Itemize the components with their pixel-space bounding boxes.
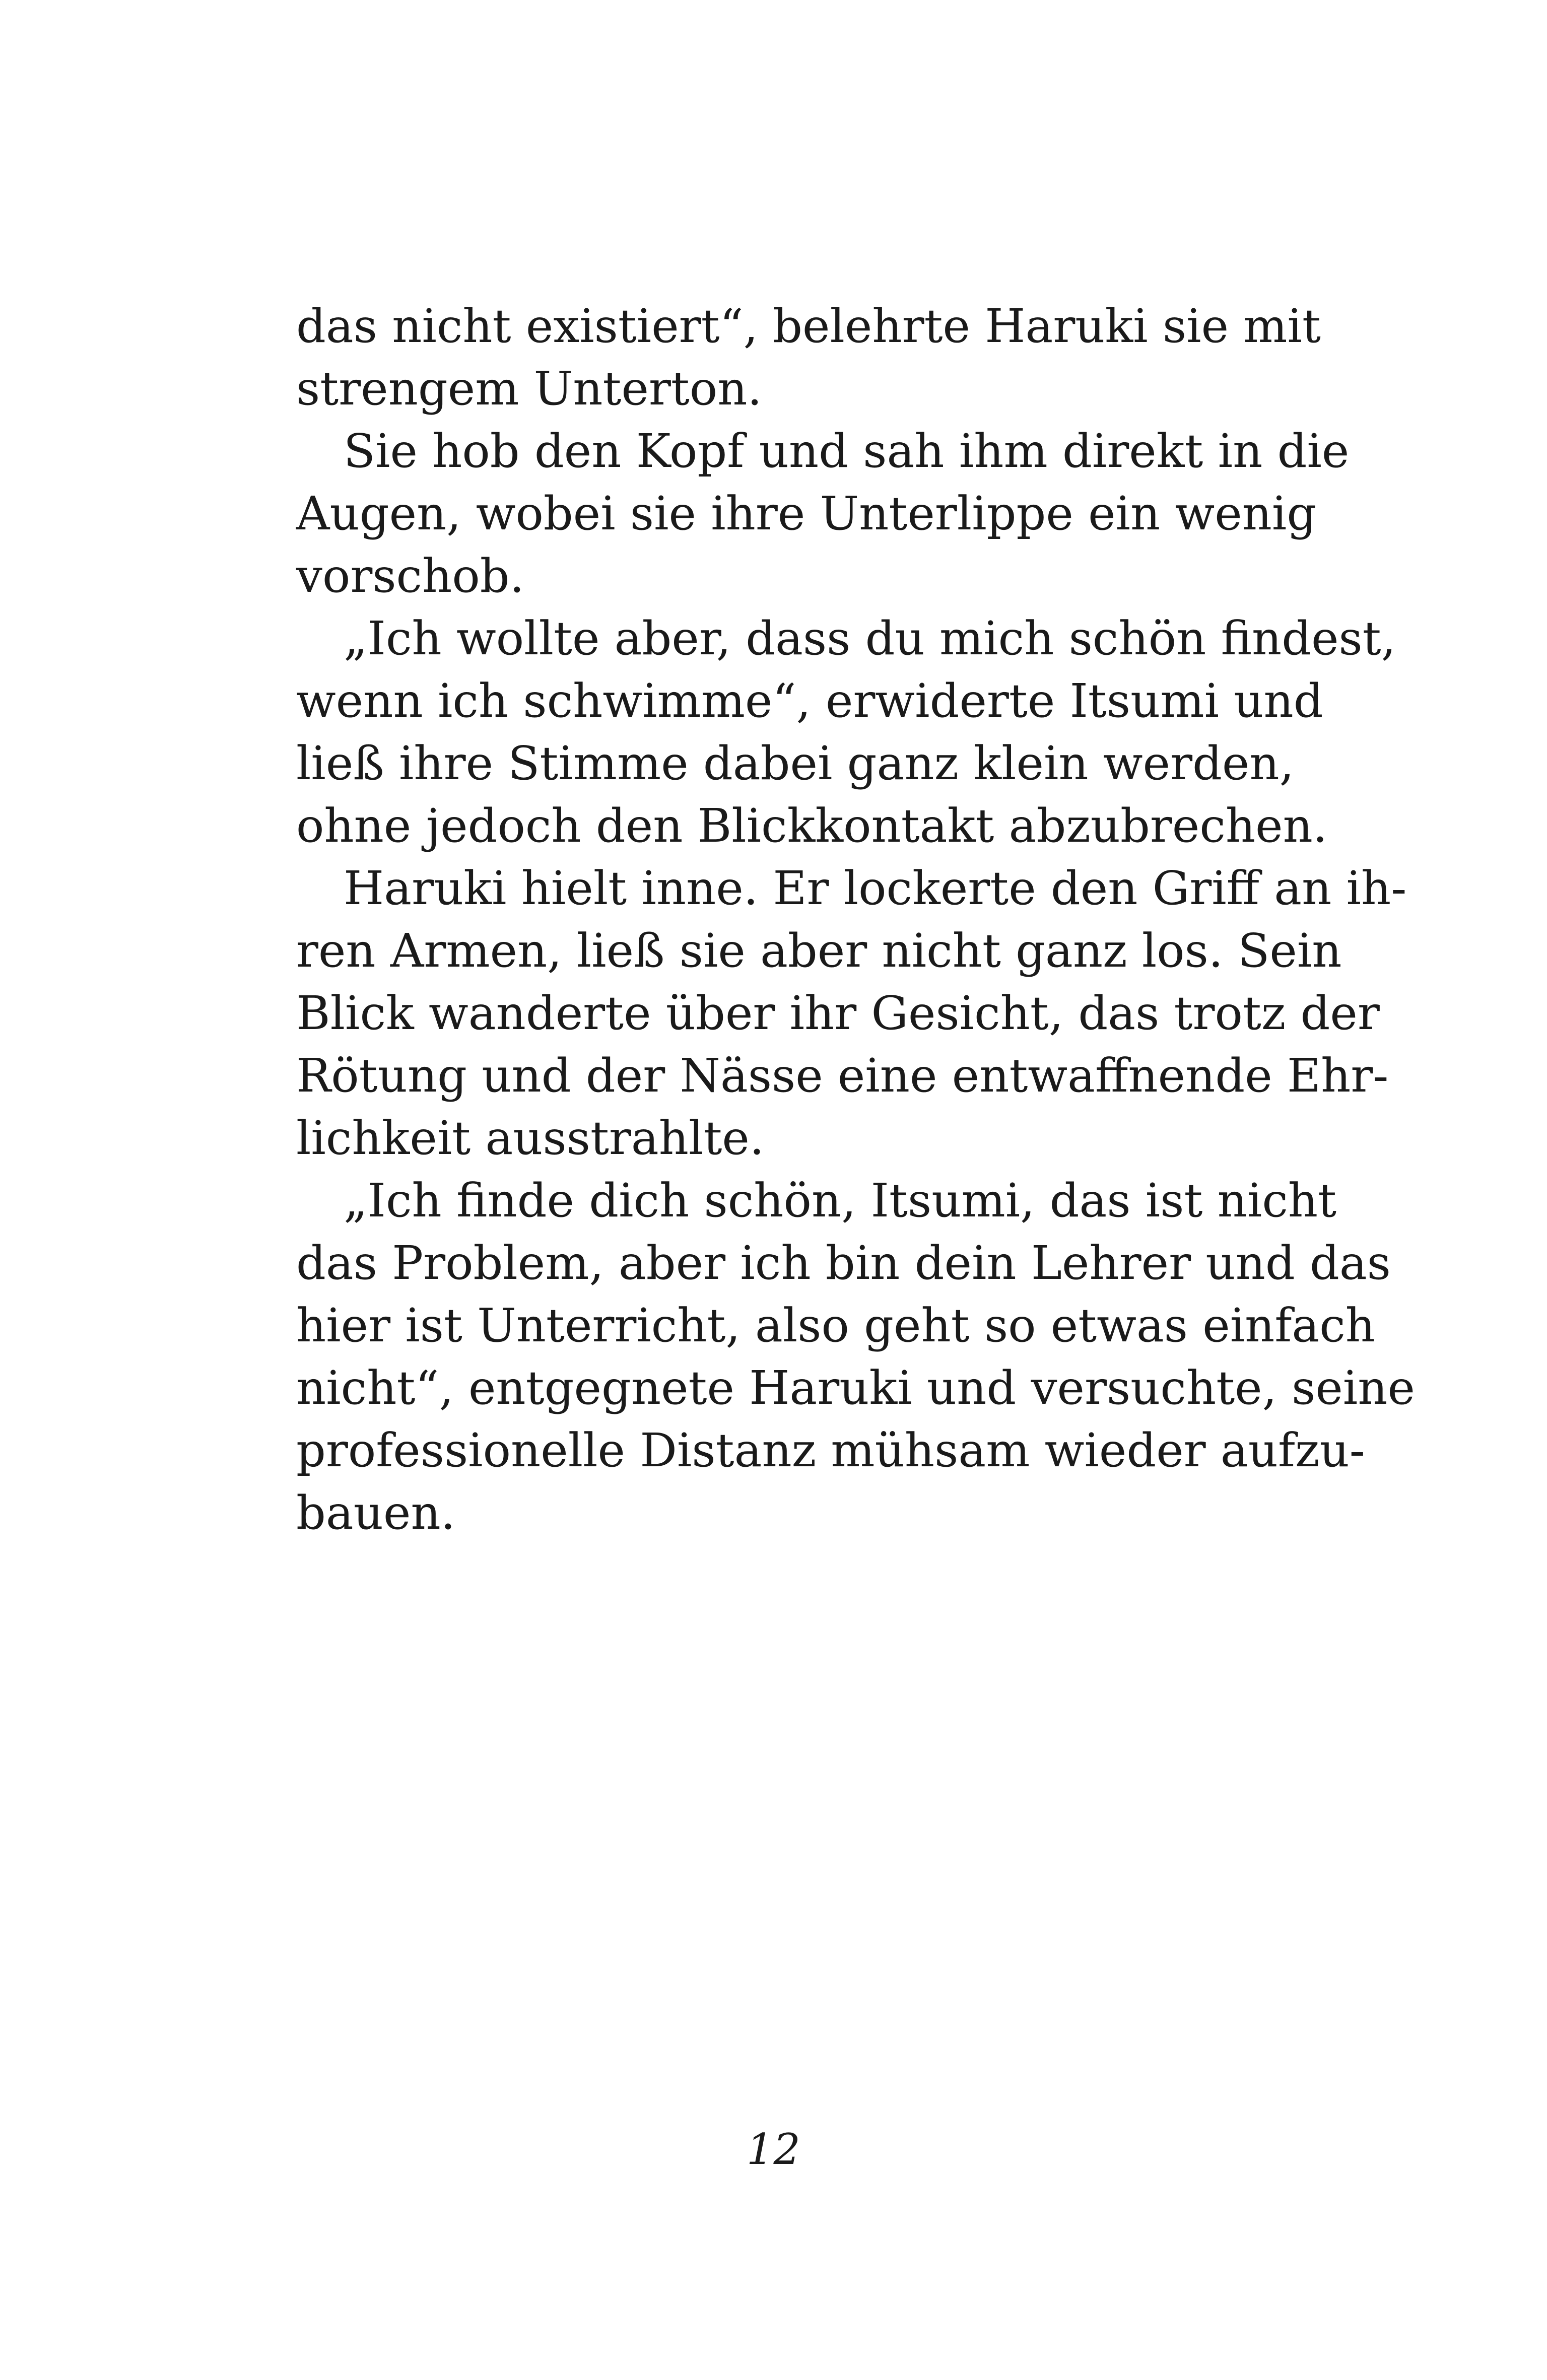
text-line: nicht“, entgegnete Haruki und versuchte, seine [296, 1361, 1415, 1415]
text-line: ren Armen, ließ sie aber nicht ganz los. Sein [296, 924, 1342, 978]
text-line: Rötung und der Nässe eine entwaffnende Ehr- [296, 1049, 1389, 1103]
page-number: 12 [747, 2125, 800, 2174]
text-line: hier ist Unterricht, also geht so etwas einfach [296, 1299, 1376, 1352]
text-line: „Ich wollte aber, dass du mich schön findest, [344, 611, 1396, 665]
text-line: „Ich finde dich schön, Itsumi, das ist nicht [344, 1174, 1337, 1228]
text-line: das nicht existiert“, belehrte Haruki sie mit [296, 299, 1321, 353]
text-line: Haruki hielt inne. Er lockerte den Griff an ih- [344, 861, 1407, 915]
text-line: ließ ihre Stimme dabei ganz klein werden, [296, 736, 1294, 790]
body-text [296, 295, 1415, 1544]
text-line: Augen, wobei sie ihre Unterlippe ein wenig [296, 487, 1317, 540]
text-line: ohne jedoch den Blickkontakt abzubrechen. [296, 799, 1328, 853]
text-line: das Problem, aber ich bin dein Lehrer und das [296, 1236, 1391, 1290]
text-line: bauen. [296, 1486, 455, 1540]
text-line: professionelle Distanz mühsam wieder aufzu- [296, 1423, 1365, 1477]
text-line: strengem Unterton. [296, 362, 762, 416]
text-line: lichkeit ausstrahlte. [296, 1111, 765, 1165]
text-line: vorschob. [296, 549, 524, 603]
text-line: Blick wanderte über ihr Gesicht, das trotz der [296, 986, 1380, 1040]
text-line: wenn ich schwimme“, erwiderte Itsumi und [296, 674, 1323, 728]
text-line: Sie hob den Kopf und sah ihm direkt in die [344, 424, 1350, 478]
